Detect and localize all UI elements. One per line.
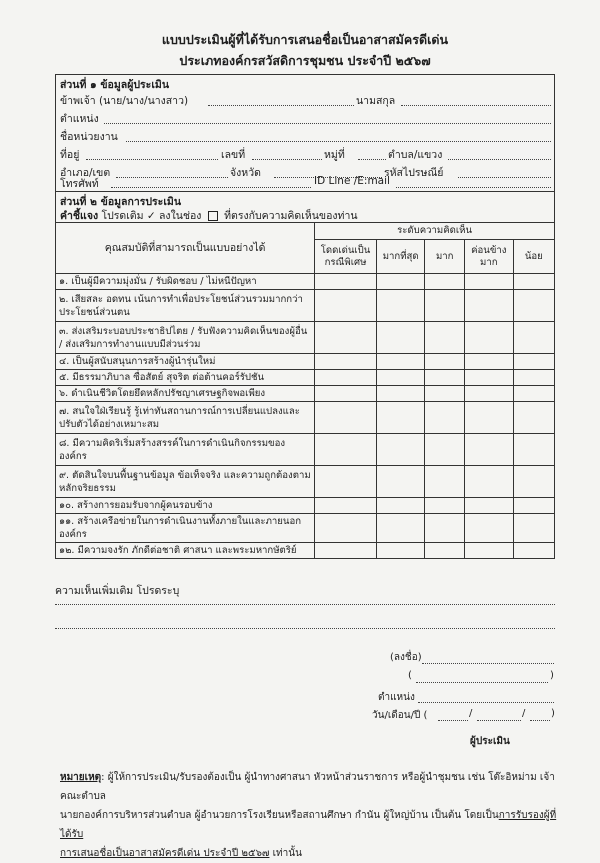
date-month-field[interactable]: [477, 720, 521, 721]
rating-cell[interactable]: [513, 386, 554, 402]
table-row: [56, 274, 555, 290]
name-paren-open: (: [408, 670, 412, 681]
section-1-heading: ส่วนที่ ๑ ข้อมูลผู้ประเมิน: [60, 79, 170, 91]
evaluator-role: ผู้ประเมิน: [470, 736, 510, 747]
line-email-label: ID Line /E:mail: [314, 175, 390, 187]
rating-cell[interactable]: [464, 514, 513, 543]
comments-label: ความเห็นเพิ่มเติม โปรดระบุ: [55, 585, 180, 597]
criterion-label: ๑๒. มีความจงรัก ภักดีต่อชาติ ศาสนา และพระมหากษัตริย์: [56, 543, 315, 559]
rating-cell[interactable]: [425, 543, 464, 559]
rating-cell[interactable]: [376, 514, 425, 543]
rating-cell[interactable]: [464, 466, 513, 498]
checkbox-icon: [208, 211, 218, 221]
rating-cell[interactable]: [464, 434, 513, 466]
house-no-field[interactable]: [252, 159, 322, 160]
date-year-field[interactable]: [530, 720, 550, 721]
phone-label: โทรศัพท์: [60, 178, 99, 190]
table-row: [56, 402, 555, 434]
date-slash-1: /: [469, 708, 473, 719]
surname-label: นามสกุล: [356, 95, 396, 107]
table-row: [56, 370, 555, 386]
name-field[interactable]: [208, 105, 354, 106]
comments-line-1[interactable]: [55, 604, 555, 605]
agency-label: ชื่อหน่วยงาน: [60, 131, 118, 143]
rating-cell[interactable]: [376, 466, 425, 498]
name-paren-close: ): [550, 670, 554, 681]
rating-cell[interactable]: [464, 290, 513, 322]
rating-cell[interactable]: [315, 290, 377, 322]
instruction-text: โปรดเติม ✓ ลงในช่อง: [101, 210, 202, 222]
phone-field[interactable]: [111, 187, 311, 188]
rating-cell[interactable]: [425, 402, 464, 434]
printed-name-field[interactable]: [416, 682, 548, 683]
criterion-label: ๓. ส่งเสริมระบอบประชาธิปไตย / รับฟังความคิดเห็นของผู้อื่น / ส่งเสริมการทำงานแบบมีส่วนร่วม: [56, 322, 315, 354]
rating-cell[interactable]: [464, 498, 513, 514]
rating-cell[interactable]: [464, 274, 513, 290]
rating-cell[interactable]: [513, 543, 554, 559]
rating-cell[interactable]: [376, 274, 425, 290]
rating-cell[interactable]: [513, 402, 554, 434]
rating-cell[interactable]: [425, 466, 464, 498]
rating-cell[interactable]: [425, 370, 464, 386]
level-column-header: โดดเด่นเป็นกรณีพิเศษ: [315, 240, 377, 274]
rating-cell[interactable]: [376, 543, 425, 559]
note-line-3: [60, 844, 560, 863]
rating-cell[interactable]: [464, 543, 513, 559]
rating-cell[interactable]: [376, 354, 425, 370]
table-row: [56, 290, 555, 322]
rating-cell[interactable]: [513, 370, 554, 386]
rating-cell[interactable]: [513, 514, 554, 543]
level-header: ระดับความคิดเห็น: [315, 223, 555, 240]
amphoe-label: อำเภอ/เขต: [60, 167, 111, 179]
rating-cell[interactable]: [376, 322, 425, 354]
moo-label: หมู่ที่: [324, 149, 345, 161]
section-2-heading: ส่วนที่ ๒ ข้อมูลการประเมิน: [60, 196, 182, 208]
table-row: [56, 386, 555, 402]
name-label: ข้าพเจ้า (นาย/นาง/นางสาว): [60, 95, 189, 107]
note-text-3-underlined: การเสนอชื่อเป็นอาสาสมัครดีเด่น ประจำปี ๒๕๖๗: [60, 848, 270, 859]
criterion-label: ๘. มีความคิดริเริ่มสร้างสรรค์ในการดำเนินกิจกรรมขององค์กร: [56, 434, 315, 466]
level-column-header: ค่อนข้างมาก: [464, 240, 513, 274]
rating-cell[interactable]: [425, 386, 464, 402]
signer-position-field[interactable]: [418, 702, 554, 703]
evaluation-table: [55, 222, 555, 559]
rating-cell[interactable]: [315, 386, 377, 402]
province-label: จังหวัด: [230, 167, 261, 179]
rating-cell[interactable]: [464, 354, 513, 370]
rating-cell[interactable]: [315, 354, 377, 370]
criterion-label: ๖. ดำเนินชีวิตโดยยึดหลักปรัชญาเศรษฐกิจพอเพียง: [56, 386, 315, 402]
comments-line-2[interactable]: [55, 628, 555, 629]
footnote: [60, 768, 560, 863]
position-label: ตำแหน่ง: [60, 113, 99, 125]
rating-cell[interactable]: [376, 402, 425, 434]
rating-cell[interactable]: [513, 434, 554, 466]
rating-cell[interactable]: [464, 386, 513, 402]
title-line-1: แบบประเมินผู้ที่ได้รับการเสนอชื่อเป็นอาสาสมัครดีเด่น: [161, 32, 449, 47]
table-row: [56, 466, 555, 498]
signature-field[interactable]: [422, 663, 554, 664]
rating-cell[interactable]: [425, 274, 464, 290]
criterion-label: ๕. มีธรรมาภิบาล ซื่อสัตย์ สุจริต ต่อต้านคอร์รัปชัน: [56, 370, 315, 386]
date-slash-2: /: [522, 708, 526, 719]
note-text-1: : ผู้ให้การประเมิน/รับรองต้องเป็น ผู้นำทางศาสนา หัวหน้าส่วนราชการ หรือผู้นำชุมชน เช่น โต๊ะอิหม่าม เจ้าคณะตำบล: [60, 772, 555, 802]
rating-cell[interactable]: [315, 434, 377, 466]
note-label: หมายเหตุ: [60, 772, 102, 783]
rating-cell[interactable]: [513, 274, 554, 290]
date-label: วัน/เดือน/ปี (: [372, 710, 428, 721]
agency-field[interactable]: [126, 141, 551, 142]
rating-cell[interactable]: [315, 402, 377, 434]
criterion-label: ๙. ตัดสินใจบนพื้นฐานข้อมูล ข้อเท็จจริง และความถูกต้องตามหลักจริยธรรม: [56, 466, 315, 498]
criterion-label: ๑๐. สร้างการยอมรับจากผู้คนรอบข้าง: [56, 498, 315, 514]
rating-cell[interactable]: [376, 386, 425, 402]
level-column-header: น้อย: [513, 240, 554, 274]
line-email-field[interactable]: [396, 187, 551, 188]
criterion-label: ๑๑. สร้างเครือข่ายในการดำเนินงานทั้งภายในและภายนอกองค์กร: [56, 514, 315, 543]
phone-row: [55, 172, 555, 192]
rating-cell[interactable]: [315, 514, 377, 543]
criteria-header: คุณสมบัติที่สามารถเป็นแบบอย่างได้: [56, 223, 315, 274]
rating-cell[interactable]: [376, 370, 425, 386]
rating-cell[interactable]: [425, 322, 464, 354]
rating-cell[interactable]: [464, 370, 513, 386]
table-row: [56, 354, 555, 370]
rating-cell[interactable]: [376, 498, 425, 514]
note-line-1: [60, 768, 560, 806]
date-close: ): [551, 708, 555, 719]
rating-cell[interactable]: [315, 498, 377, 514]
rating-cell[interactable]: [425, 498, 464, 514]
criterion-label: ๗. สนใจใฝ่เรียนรู้ รู้เท่าทันสถานการณ์การเปลี่ยนแปลงและปรับตัวได้อย่างเหมาะสม: [56, 402, 315, 434]
rating-cell[interactable]: [464, 402, 513, 434]
table-row: [56, 543, 555, 559]
form-title: [55, 12, 555, 75]
instruction-prefix: คำชี้แจง: [60, 210, 99, 222]
note-line-2: [60, 806, 560, 844]
rating-cell[interactable]: [464, 322, 513, 354]
rating-cell[interactable]: [315, 543, 377, 559]
surname-field[interactable]: [401, 105, 551, 106]
criterion-label: ๔. เป็นผู้สนับสนุนการสร้างผู้นำรุ่นใหม่: [56, 354, 315, 370]
instruction-suffix: ที่ตรงกับความคิดเห็นของท่าน: [224, 210, 358, 222]
rating-cell[interactable]: [376, 290, 425, 322]
rating-cell[interactable]: [425, 514, 464, 543]
level-column-header: มากที่สุด: [376, 240, 425, 274]
rating-cell[interactable]: [315, 370, 377, 386]
tambon-field[interactable]: [448, 159, 551, 160]
note-text-2: นายกองค์การบริหารส่วนตำบล ผู้อำนวยการโรงเรียนหรือสถานศึกษา กำนัน ผู้ใหญ่บ้าน เป็นต้น โดยเป็น: [60, 810, 499, 821]
signer-position-label: ตำแหน่ง: [378, 692, 415, 703]
rating-cell[interactable]: [513, 354, 554, 370]
rating-cell[interactable]: [315, 322, 377, 354]
sign-label: (ลงชื่อ): [390, 652, 422, 663]
rating-cell[interactable]: [425, 290, 464, 322]
level-column-header: มาก: [425, 240, 464, 274]
criterion-label: ๑. เป็นผู้มีความมุ่งมั่น / รับผิดชอบ / ไม่หนีปัญหา: [56, 274, 315, 290]
rating-cell[interactable]: [425, 354, 464, 370]
table-row: [56, 322, 555, 354]
table-row: [56, 434, 555, 466]
criterion-label: ๒. เสียสละ อดทน เน้นการทำเพื่อประโยชน์ส่วนรวมมากกว่าประโยชน์ส่วนตน: [56, 290, 315, 322]
position-field[interactable]: [104, 123, 551, 124]
postcode-label: รหัสไปรษณีย์: [384, 167, 444, 179]
house-no-label: เลขที่: [221, 149, 246, 161]
address-field[interactable]: [86, 159, 218, 160]
rating-cell[interactable]: [513, 290, 554, 322]
date-day-field[interactable]: [438, 720, 468, 721]
rating-cell[interactable]: [425, 434, 464, 466]
table-row: [56, 514, 555, 543]
rating-cell[interactable]: [315, 466, 377, 498]
moo-field[interactable]: [358, 159, 386, 160]
address-label: ที่อยู่: [60, 149, 80, 161]
note-text-2-underlined: การรับรองผู้ที่ได้รับ: [60, 810, 557, 840]
rating-cell[interactable]: [376, 434, 425, 466]
rating-cell[interactable]: [513, 322, 554, 354]
rating-cell[interactable]: [513, 498, 554, 514]
tambon-label: ตำบล/แขวง: [388, 149, 443, 161]
title-line-2: ประเภทองค์กรสวัสดิการชุมชน ประจำปี ๒๕๖๗: [179, 53, 431, 68]
rating-cell[interactable]: [315, 274, 377, 290]
table-row: [56, 498, 555, 514]
rating-cell[interactable]: [513, 466, 554, 498]
section-2-header: [55, 192, 555, 222]
note-text-3: เท่านั้น: [269, 848, 302, 859]
